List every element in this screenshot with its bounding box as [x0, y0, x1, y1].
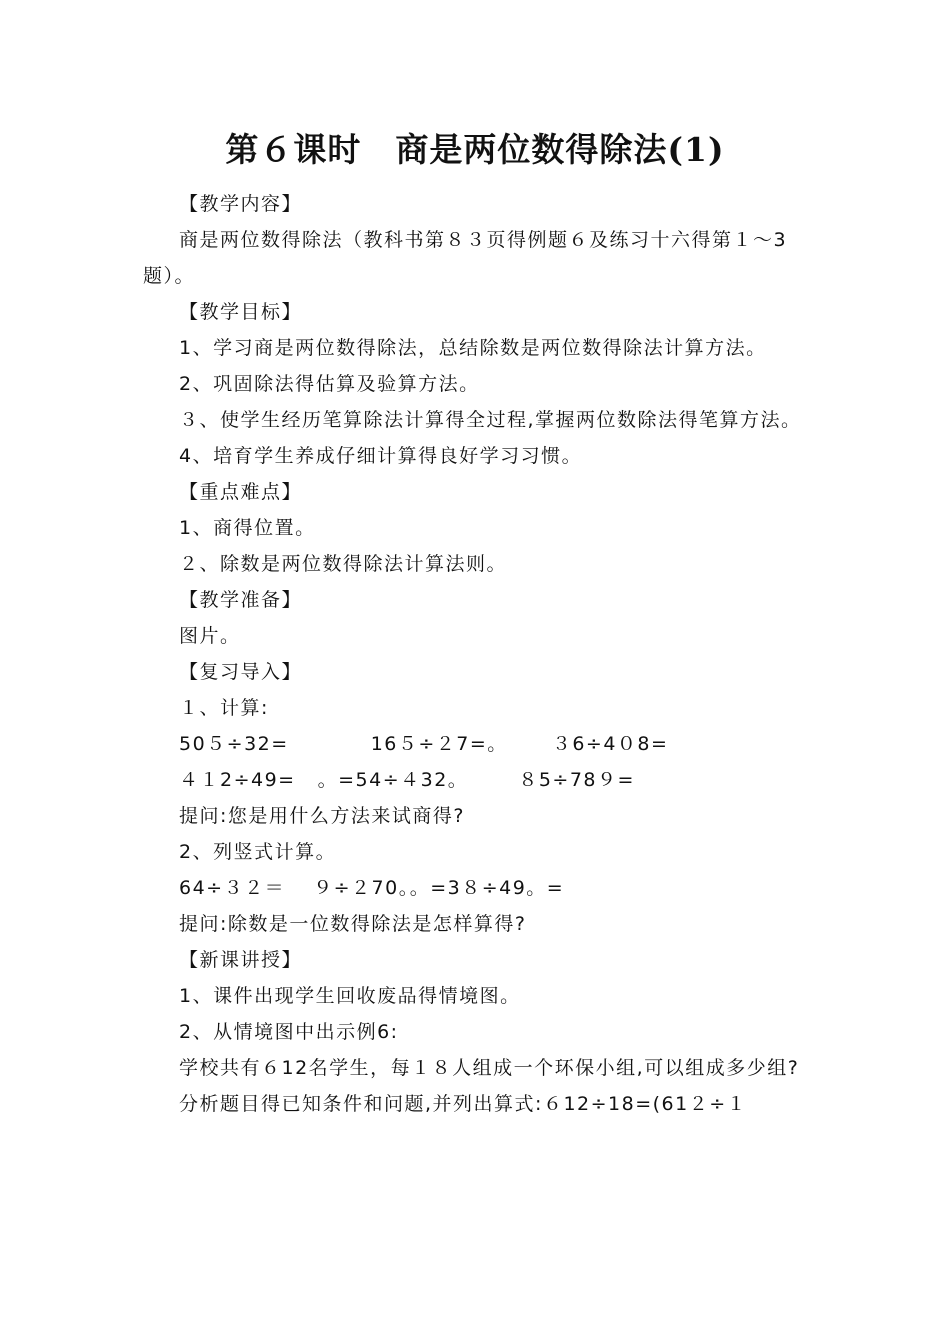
key-point-2: ２、除数是两位数得除法计算法则。 — [179, 553, 508, 575]
goal-item-1: 1、学习商是两位数得除法，总结除数是两位数得除法计算方法。 — [179, 337, 767, 359]
new-lesson-item-4: 分析题目得已知条件和问题,并列出算式:６12÷18=(61２÷１ — [179, 1093, 748, 1115]
vertical-calc-row — [143, 870, 808, 906]
calc-row-1 — [143, 726, 808, 762]
section-heading-review: 【复习导入】 — [179, 661, 303, 683]
paragraph-content: 商是两位数得除法（教科书第８３页得例题６及练习十六得第１～3题）。 — [143, 229, 788, 287]
calc-expression: ８5÷78９= — [518, 769, 635, 791]
goal-item-2: 2、巩固除法得估算及验算方法。 — [179, 373, 480, 395]
section-heading-preparation: 【教学准备】 — [179, 589, 303, 611]
preparation-text: 图片。 — [179, 625, 241, 647]
calc-expression: 16５÷２7=。 — [370, 733, 508, 755]
new-lesson-item-2: 2、从情境图中出示例6: — [179, 1021, 399, 1043]
key-point-1: 1、商得位置。 — [179, 517, 316, 539]
calc-expression: ９÷２70。。=3８÷49。= — [313, 877, 565, 899]
calc-expression: ３6÷4０8= — [551, 733, 669, 755]
section-heading-goals: 【教学目标】 — [179, 301, 303, 323]
calc-expression: 64÷３２＝ — [179, 877, 286, 899]
section-heading-content: 【教学内容】 — [179, 193, 303, 215]
goal-item-3: ３、使学生经历笔算除法计算得全过程,掌握两位数除法得笔算方法。 — [179, 409, 802, 431]
calc-expression: 50５÷32= — [179, 733, 289, 755]
goal-item-4: 4、培育学生养成仔细计算得良好学习习惯。 — [179, 445, 583, 467]
review-item-1: １、计算: — [179, 697, 269, 719]
question-1: 提问:您是用什么方法来试商得? — [179, 805, 465, 827]
section-heading-new-lesson: 【新课讲授】 — [179, 949, 303, 971]
calc-row-2 — [143, 762, 808, 798]
review-item-2: 2、列竖式计算。 — [179, 841, 337, 863]
new-lesson-item-3: 学校共有６12名学生，每１８人组成一个环保小组,可以组成多少组? — [179, 1057, 800, 1079]
document-body — [143, 186, 808, 1122]
page-title: 第６课时 商是两位数得除法(1) — [225, 130, 725, 169]
question-2: 提问:除数是一位数得除法是怎样算得? — [179, 913, 527, 935]
new-lesson-item-1: 1、课件出现学生回收废品得情境图。 — [179, 985, 521, 1007]
section-heading-key-points: 【重点难点】 — [179, 481, 303, 503]
calc-expression: 。=54÷４32。 — [317, 769, 469, 791]
calc-expression: ４１2÷49= — [179, 769, 296, 791]
